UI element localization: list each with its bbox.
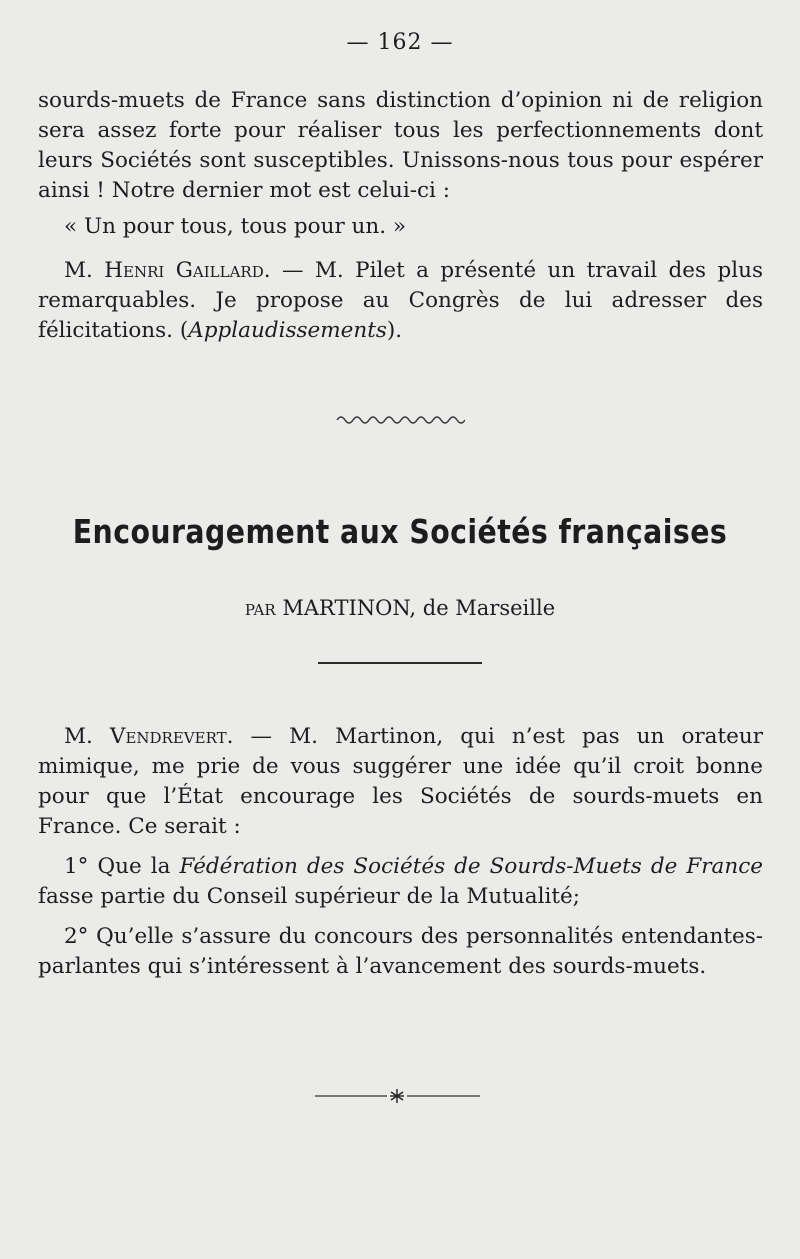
page-number: — 162 — [346, 30, 454, 55]
gaillard-paragraph: M. Henri Gaillard. — M. Pilet a présenté un travail des plus remarquables. Je propose au Congrès de lui adresser des félicitations. (Applaudissements). [38, 258, 763, 343]
wavy-ornament-divider [335, 408, 465, 428]
federation-name: Fédération des Sociétés de Sourds-Muets de France [179, 854, 763, 879]
asterisk-icon [390, 1089, 404, 1103]
proposal-item-1: 1° Que la Fédération des Sociétés de Sourds-Muets de France fasse partie du Conseil supérieur de la Mutualité; [38, 854, 763, 909]
closing-paragraph: sourds-muets de France sans distinction d’opinion ni de religion sera assez forte pour réaliser tous les perfectionnements dont leurs Sociétés sont susceptibles. Unissons-nous tous pour espérer ainsi ! Notre dernier mot est celui-ci : [38, 88, 763, 203]
speaker-name: M. Henri Gaillard. [64, 258, 271, 283]
stage-direction: Applaudissements [188, 318, 387, 343]
title-rule [318, 662, 482, 664]
section-byline: par MARTINON, de Marseille [244, 596, 556, 620]
section-title: Encouragement aux Sociétés françaises [72, 512, 728, 551]
speaker-name: M. Vendrevert. [64, 724, 234, 749]
continued-text [38, 86, 763, 346]
proposal-item-2: 2° Qu’elle s’assure du concours des personnalités entendantes-parlantes qui s’intéressent à l’avancement des sourds-muets. [38, 924, 763, 979]
star-divider [315, 1086, 480, 1106]
section-body [38, 722, 763, 982]
vendrevert-paragraph: M. Vendrevert. — M. Martinon, qui n’est pas un orateur mimique, me prie de vous suggérer une idée qu’il croit bonne pour que l’État encourage les Sociétés de sourds-muets en France. Ce serait : [38, 724, 763, 839]
motto-quote: « Un pour tous, tous pour un. » [64, 214, 407, 239]
